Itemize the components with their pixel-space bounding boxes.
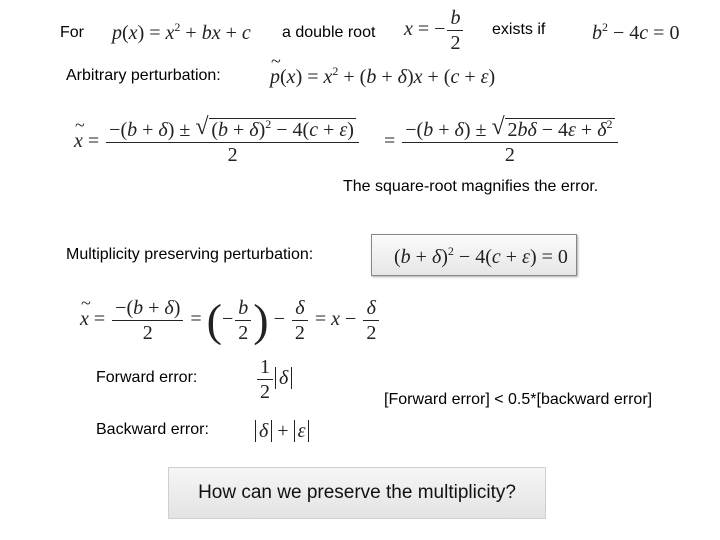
equation-backward-error: δ + ε [255,420,309,443]
label-for: For [60,24,84,41]
equation-polynomial: $p(x) = x^2$ + bx + c [112,20,251,44]
equation-root-expanded: = $\frac{-(b + \delta) \pm √ 2b\delta - 4\varepsilon + \delta^2}{2}$ [384,118,620,167]
equation-root-formula: ~ x = $\frac{-(b + \delta) \pm √ (b + \delta)^2 - 4(c + \varepsilon)}{2}$ [74,118,361,167]
equation-forward-error: $\frac{1}{2}$ δ [255,355,292,404]
label-exists-if: exists if [492,21,546,38]
label-comparison: [Forward error] < 0.5*[backward error] [384,391,653,408]
label-forward-error: Forward error: [96,369,198,386]
equation-perturbed-polynomial: ~ $p(x) = x^2 + (b + \delta)x + (c + \varepsilon)$ [270,66,495,89]
equation-discriminant: $b^2 - 4c = 0$ [592,20,680,44]
label-double-root: a double root [282,24,376,41]
equation-preserving-condition: $(b + \delta)^2 - 4(c + \varepsilon) = 0$ [394,244,568,268]
equation-preserved-root: ~ x = $\frac{-(b + \delta)}{2}$ = (− $\frac{b}{2}$ ) − $\frac{\delta}{2}$ = x − $\frac{\delta}{2}$ [80,296,381,345]
label-magnifies: The square-root magnifies the error. [343,178,599,195]
equation-double-root: x = − $\frac{b}{2}$ [404,6,465,55]
label-arbitrary-perturbation: Arbitrary perturbation: [66,67,221,84]
question-box [168,467,546,519]
label-backward-error: Backward error: [96,421,209,438]
question-text: How can we preserve the multiplicity? [198,482,516,503]
label-multiplicity-preserving: Multiplicity preserving perturbation: [66,246,314,263]
